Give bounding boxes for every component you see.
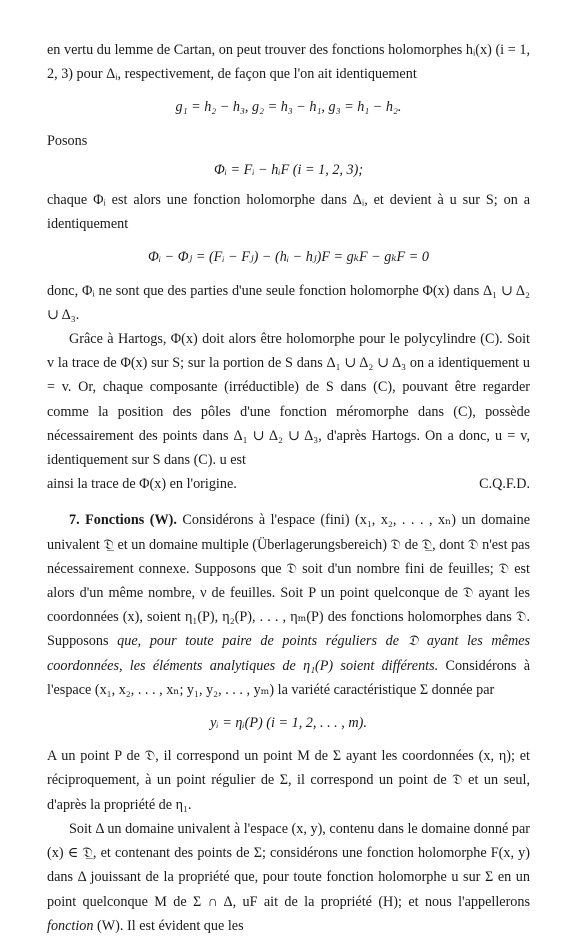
equation-phi: Φᵢ = Fᵢ − hᵢF (i = 1, 2, 3); (213, 161, 364, 178)
paragraph-section-7 (47, 508, 530, 702)
section-7 (47, 508, 530, 702)
section-title: Fonctions (W). (85, 512, 177, 529)
equation-phi-diff: Φᵢ − Φⱼ = (Fᵢ − Fⱼ) − (hᵢ − hⱼ)F = gₖF − gₖF = 0 (148, 249, 429, 266)
paragraph-hartogs-end: ainsi la trace de Φ(x) en l'origine. (47, 476, 237, 493)
paragraph-correspondance: A un point P de 𝔇, il correspond un point M de Σ ayant les coordonnées (x, η); et réciproquement, à un point régulier de Σ, il correspond un point de 𝔇 et un seul, d'après la propriété de η₁. (47, 748, 530, 813)
section-7-hypothesis: que, pour toute paire de points réguliers de 𝔇 ayant les mêmes coordonnées, les éléments analytiques de η₁(P) soient différents. (47, 633, 531, 674)
qed-mark: C.Q.F.D. (479, 476, 530, 493)
equation-y: yᵢ = ηᵢ(P) (i = 1, 2, . . . , m). (210, 715, 367, 732)
section-number: 7. (69, 512, 80, 529)
fonction-w-term: fonction (47, 917, 94, 934)
equation-g: g₁ = h₂ − h₃, g₂ = h₃ − h₁, g₃ = h₁ − h₂. (175, 99, 402, 116)
paragraph-fonction-w (47, 817, 530, 938)
section-7-text-b: Considérons à l'espace (x₁, x₂, . . . , xₙ; y₁, y₂, . . . , yₘ) la variété caractéristique Σ donnée par (47, 657, 530, 698)
fonction-w-text-a: Soit Δ un domaine univalent à l'espace (x, y), contenu dans le domaine donné par (x) ∈ 𝔇̲, et contenant des points de Σ; considérons une fonction holomorphe F(x, y) dans Δ jouissant de la propriété que, pour toute fonction holomorphe u sur Σ en un point quelconque M de Σ ∩ Δ, uF ait de la propriété (H); et nous l'appellerons (47, 820, 530, 910)
section-7-text-a: Considérons à l'espace (fini) (x₁, x₂, . . . , xₙ) un domaine univalent 𝔇̲ et un domaine multiple (Überlagerungsbereich) 𝔇 de 𝔇̲, dont 𝔇 n'est pas nécessairement connexe. Supposons que 𝔇 soit d'un nombre fini de feuilles; 𝔇 est alors d'un même nombre, ν de feuilles. Soit P un point quelconque de 𝔇 ayant les coordonnées (x), soient η₁(P), η₂(P), . . . , ηₘ(P) des fonctions holomorphes dans 𝔇. Supposons (47, 512, 530, 650)
paragraph-posons: Posons (47, 132, 88, 149)
qed-line (47, 472, 530, 496)
paragraph-donc: donc, Φᵢ ne sont que des parties d'une seule fonction holomorphe Φ(x) dans Δ₁ ∪ Δ₂ ∪ Δ₃. (47, 282, 530, 323)
paragraph-cartan: en vertu du lemme de Cartan, on peut trouver des fonctions holomorphes hᵢ(x) (i = 1, 2, 3) pour Δᵢ, respectivement, de façon que l'on ait identiquement (47, 42, 530, 83)
paragraph-chaque-phi: chaque Φᵢ est alors une fonction holomorphe dans Δᵢ, et devient à u sur S; on a identiquement (47, 192, 530, 233)
fonction-w-text-b: (W). Il est évident que les (97, 917, 244, 934)
paragraph-hartogs: Grâce à Hartogs, Φ(x) doit alors être holomorphe pour le polycylindre (C). Soit v la trace de Φ(x) sur S; sur la portion de S dans Δ₁ ∪ Δ₂ ∪ Δ₃ on a identiquement u = v. Or, chaque composante (irréductible) de S dans (C), pouvant être regarder comme la position des pôles d'une fonction méromorphe dans (C), possède nécessairement des points dans Δ₁ ∪ Δ₂ ∪ Δ₃, d'après Hartogs. On a donc, u = v, identiquement sur S dans (C). u est (47, 331, 530, 469)
